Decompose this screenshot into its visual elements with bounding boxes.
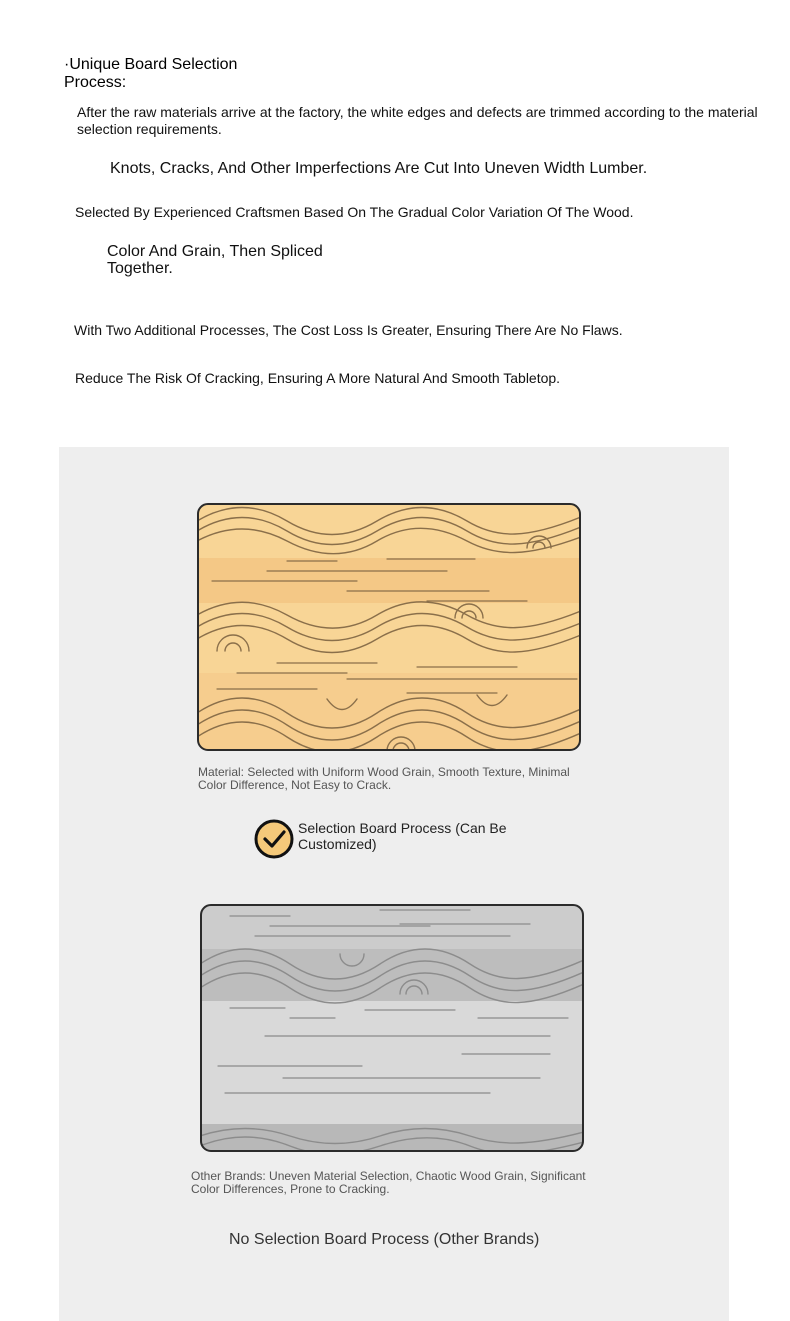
paragraph-craftsmen: Selected By Experienced Craftsmen Based On The Gradual Color Variation Of The Wood. bbox=[75, 204, 634, 220]
paragraph-processes: With Two Additional Processes, The Cost Loss Is Greater, Ensuring There Are No Flaws. bbox=[74, 322, 623, 338]
other-brands-board-image bbox=[200, 904, 584, 1152]
paragraph-cracking: Reduce The Risk Of Cracking, Ensuring A More Natural And Smooth Tabletop. bbox=[75, 370, 561, 386]
other-brands-caption: Other Brands: Uneven Material Selection, Chaotic Wood Grain, Significant Color Differences, Prone to Cracking. bbox=[191, 1169, 586, 1196]
paragraph-knots: Knots, Cracks, And Other Imperfections Are Cut Into Uneven Width Lumber. bbox=[110, 160, 648, 177]
selection-process-label: Selection Board Process (Can Be Customized) bbox=[298, 820, 507, 852]
comparison-panel bbox=[59, 447, 729, 1321]
selected-board-image bbox=[197, 503, 581, 751]
check-circle-icon bbox=[253, 818, 295, 860]
selected-board-caption: Material: Selected with Uniform Wood Grain, Smooth Texture, Minimal Color Difference, Not Easy to Crack. bbox=[198, 765, 570, 792]
paragraph-raw-materials: After the raw materials arrive at the factory, the white edges and defects are trimmed according to the material selection requirements. bbox=[77, 104, 758, 137]
section-title: ·Unique Board Selection Process: bbox=[64, 56, 238, 91]
paragraph-spliced: Color And Grain, Then Spliced Together. bbox=[107, 243, 323, 277]
no-selection-process-label: No Selection Board Process (Other Brands) bbox=[229, 1231, 540, 1248]
